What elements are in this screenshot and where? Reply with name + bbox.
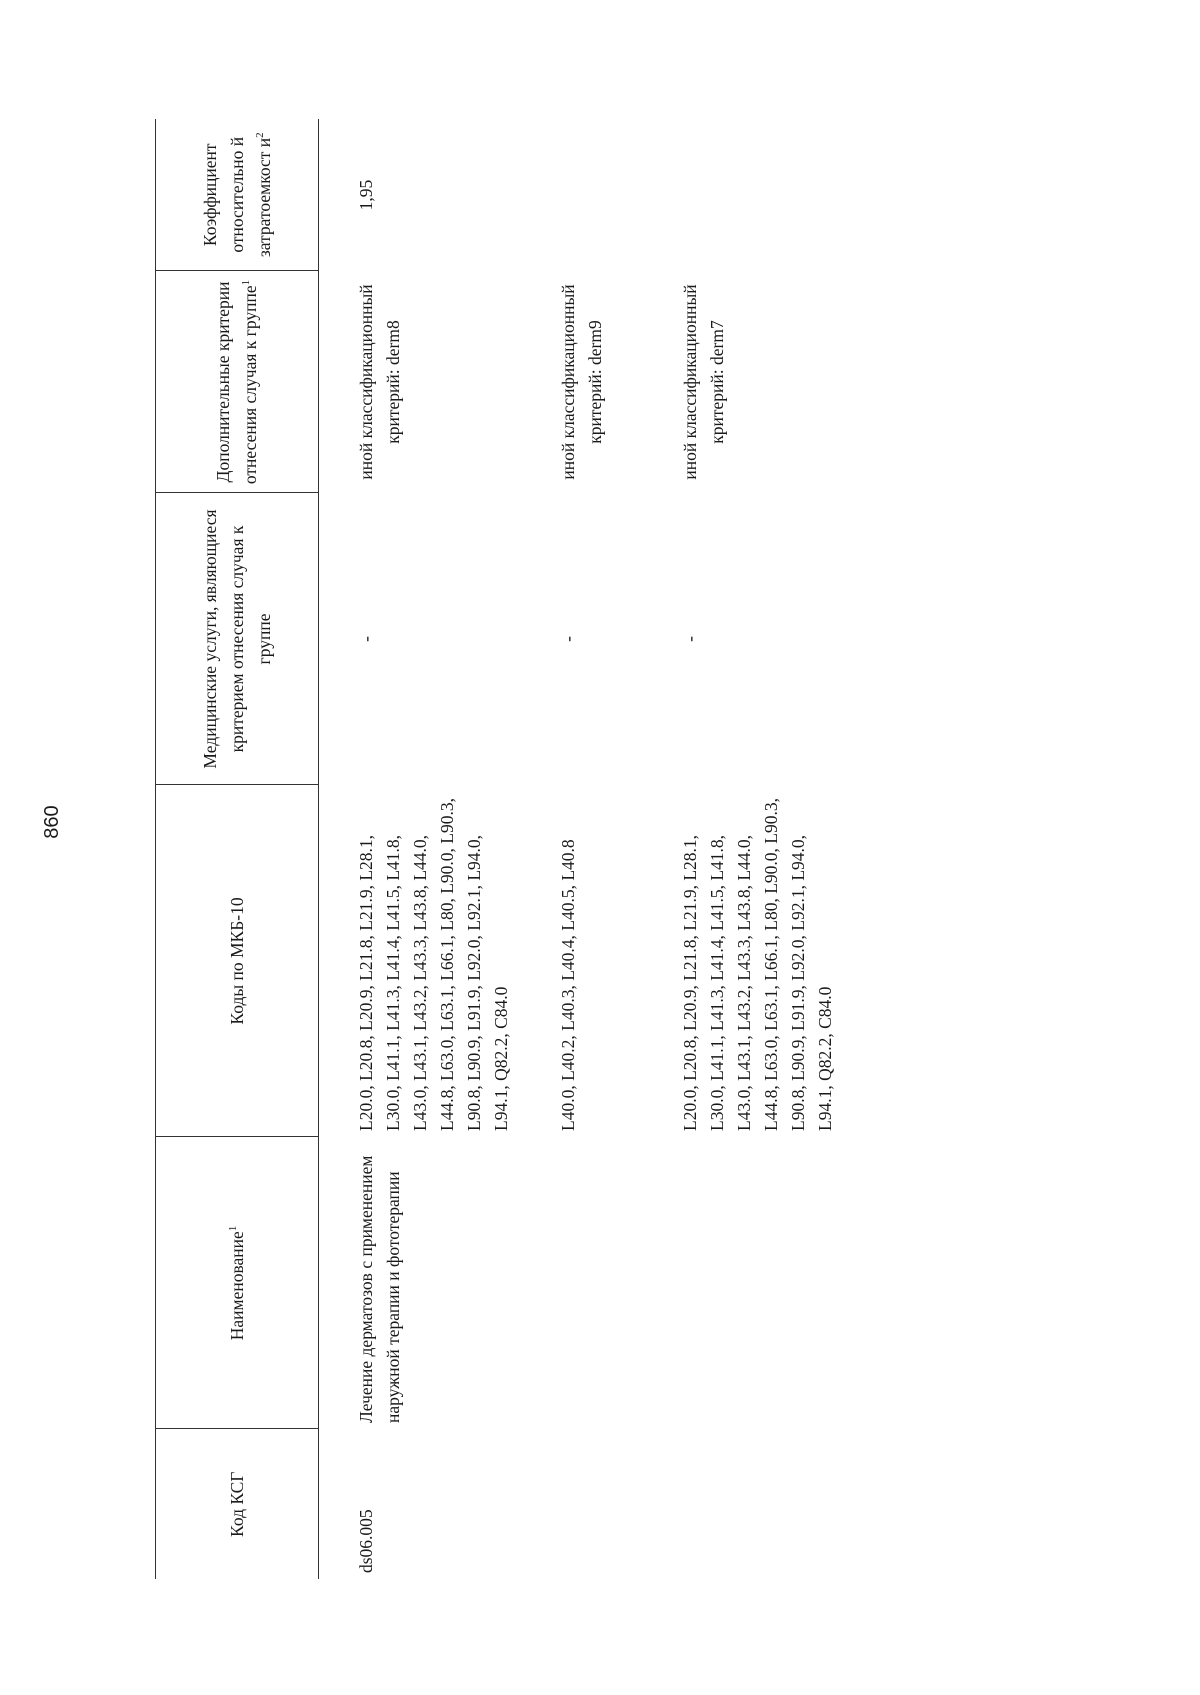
- cell-criteria: иной классификационный критерий: derm9: [558, 284, 605, 480]
- cell-code: ds06.005: [356, 1509, 376, 1573]
- header-coefficient: Коэффициент относительно й затратоемкост $и^2$: [156, 119, 319, 271]
- cell-services: -: [356, 636, 376, 642]
- table-row: [549, 119, 671, 1579]
- header-services: Медицинские услуги, являющиеся критерием отнесения случая к группе: [156, 493, 319, 785]
- cell-code: [671, 1429, 845, 1579]
- header-code: Код КСГ: [156, 1429, 319, 1579]
- cell-coefficient: 1,95: [356, 179, 376, 211]
- header-criteria: Дополнительные критерии отнесения случая к группе$^1$: [156, 271, 319, 493]
- footnote-marker: 1: [240, 279, 253, 286]
- cell-icd: L20.0, L20.8, L20.9, L21.8, L21.9, L28.1, L30.0, L41.1, L41.3, L41.4, L41.5, L41.8, L43.0, L43.1, L43.2, L43.3, L43.8, L44.0, L44.8, L63.0, L63.1, L66.1, L80, L90.0, L90.3, L90.8, L90.9, L91.9, L92.0, L92.1, L94.0, L94.1, Q82.2, C84.0: [680, 798, 835, 1131]
- cell-name: [671, 1137, 845, 1429]
- cell-criteria: иной классификационный критерий: derm8: [356, 284, 403, 480]
- cell-name: [549, 1137, 671, 1429]
- cell-coefficient: [671, 119, 845, 271]
- cell-criteria: иной классификационный критерий: derm7: [680, 284, 727, 480]
- table-row: [319, 119, 550, 1579]
- cell-code: [549, 1429, 671, 1579]
- page-number: 860: [41, 805, 63, 839]
- header-name: Наименование$^1$: [156, 1137, 319, 1429]
- cell-services: -: [680, 636, 700, 642]
- rotated-table-container: [155, 119, 1135, 1579]
- table-row: [671, 119, 845, 1579]
- footnote-marker: 2: [253, 132, 266, 138]
- cell-icd: L40.0, L40.2, L40.3, L40.4, L40.5, L40.8: [558, 839, 578, 1131]
- header-icd: Коды по МКБ-10: [156, 785, 319, 1137]
- cell-coefficient: [549, 119, 671, 271]
- ksg-table: [155, 119, 845, 1579]
- cell-services: -: [558, 636, 578, 642]
- footnote-marker: 1: [226, 1225, 239, 1232]
- cell-icd: L20.0, L20.8, L20.9, L21.8, L21.9, L28.1, L30.0, L41.1, L41.3, L41.4, L41.5, L41.8, L43.0, L43.1, L43.2, L43.3, L43.8, L44.0, L44.8, L63.0, L63.1, L66.1, L80, L90.0, L90.3, L90.8, L90.9, L91.9, L92.0, L92.1, L94.0, L94.1, Q82.2, C84.0: [356, 798, 511, 1131]
- cell-name: Лечение дерматозов с применением наружной терапии и фототерапии: [356, 1155, 403, 1423]
- table-header-row: [156, 119, 319, 1579]
